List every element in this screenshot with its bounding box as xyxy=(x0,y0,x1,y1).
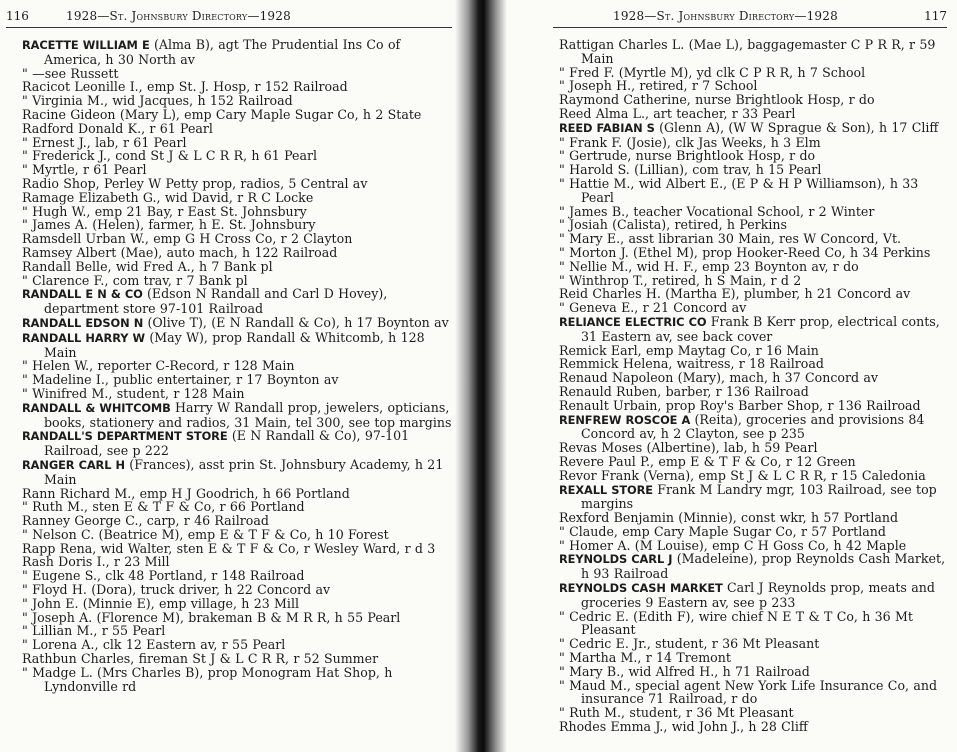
directory-entry xyxy=(559,232,949,246)
entry-text: " James A. (Helen), farmer, h E. St. Johnsbury xyxy=(22,217,316,233)
entry-text: (Edson N Randall and Carl D Hovey), department store 97-101 Railroad xyxy=(44,286,388,317)
directory-entry xyxy=(22,163,454,177)
directory-entry xyxy=(22,260,454,274)
directory-entry xyxy=(22,429,454,458)
entry-text: " Geneva E., r 21 Concord av xyxy=(559,300,747,316)
entry-name: RANDALL E N & CO xyxy=(22,287,143,302)
entry-text: " Winifred M., student, r 128 Main xyxy=(22,385,245,401)
right-page xyxy=(495,0,957,752)
entry-text: Randall Belle, wid Fred A., h 7 Bank pl xyxy=(22,258,273,274)
directory-entry xyxy=(22,67,454,81)
entry-name: RANDALL'S DEPARTMENT STORE xyxy=(22,429,228,444)
entry-text: Rash Doris I., r 23 Mill xyxy=(22,554,170,570)
directory-entry xyxy=(22,583,454,597)
entry-text: Revas Moses (Albertine), lab, h 59 Pearl xyxy=(559,440,818,456)
entry-text: " Frederick J., cond St J & L C R R, h 61 Pearl xyxy=(22,148,318,164)
entry-text: " Morton J. (Ethel M), prop Hooker-Reed Co, h 34 Perkins xyxy=(559,244,931,260)
entry-text: Revere Paul P., emp E & T F & Co, r 12 Green xyxy=(559,453,856,469)
entry-text: " Lillian M., r 55 Pearl xyxy=(22,623,166,639)
entry-text: " John E. (Minnie E), emp village, h 23 Mill xyxy=(22,595,300,611)
entry-text: " Clarence F., com trav, r 7 Bank pl xyxy=(22,272,248,288)
entry-text: " Helen W., reporter C-Record, r 128 Main xyxy=(22,358,295,374)
directory-entry xyxy=(559,218,949,232)
page-number: 117 xyxy=(924,9,947,23)
left-page xyxy=(0,0,462,752)
directory-entry xyxy=(559,274,949,288)
directory-entry xyxy=(559,637,949,651)
directory-entry xyxy=(559,413,949,442)
directory-entry xyxy=(22,401,454,430)
directory-entry xyxy=(559,357,949,371)
directory-entry xyxy=(22,542,454,556)
entry-text: " Ruth M., sten E & T F & Co, r 66 Portland xyxy=(22,499,305,515)
directory-entry xyxy=(559,525,949,539)
entry-text: " Madeline I., public entertainer, r 17 Boynton av xyxy=(22,372,339,388)
directory-entry xyxy=(22,191,454,205)
directory-entry xyxy=(559,301,949,315)
entry-text: " Joseph H., retired, r 7 School xyxy=(559,78,758,94)
directory-entry xyxy=(559,610,949,638)
directory-entry xyxy=(22,666,454,694)
page-title: 1928—St. Johnsbury Directory—1928 xyxy=(66,9,291,23)
directory-list xyxy=(22,38,454,693)
directory-entry xyxy=(22,177,454,191)
left-page-header xyxy=(6,7,452,28)
entry-name: REXALL STORE xyxy=(559,482,653,497)
directory-entry xyxy=(22,108,454,122)
entry-text: Rathbun Charles, fireman St J & L C R R, r 52 Summer xyxy=(22,651,379,667)
directory-entry xyxy=(22,331,454,360)
directory-entry xyxy=(22,38,454,67)
directory-entry xyxy=(22,246,454,260)
entry-name: RANDALL EDSON N xyxy=(22,315,144,330)
directory-entry xyxy=(559,581,949,610)
entry-text: (Madeleine), prop Reynolds Cash Market, h 93 Railroad xyxy=(581,551,946,582)
directory-entry xyxy=(559,177,949,205)
directory-entry xyxy=(22,500,454,514)
directory-entry xyxy=(559,539,949,553)
entry-text: Carl J Reynolds prop, meats and groceries 9 Eastern av, see p 233 xyxy=(581,580,935,610)
entry-text: Rann Richard M., emp H J Goodrich, h 66 Portland xyxy=(22,485,350,501)
entry-text: (Alma B), agt The Prudential Ins Co of America, h 30 North av xyxy=(44,37,401,67)
entry-text: Ranney George C., carp, r 46 Railroad xyxy=(22,513,269,529)
entry-name: REYNOLDS CARL J xyxy=(559,552,673,567)
entry-text: " Cedric E. Jr., student, r 36 Mt Pleasant xyxy=(559,636,820,652)
entry-text: Raymond Catherine, nurse Brightlook Hosp, r do xyxy=(559,92,875,108)
entry-text: Rapp Rena, wid Walter, sten E & T F & Co, r Wesley Ward, r d 3 xyxy=(22,540,436,556)
entry-text: Remmick Helena, waitress, r 18 Railroad xyxy=(559,356,824,372)
directory-entry xyxy=(22,287,454,316)
entry-text: Rexford Benjamin (Minnie), const wkr, h 57 Portland xyxy=(559,510,899,526)
directory-entry xyxy=(22,555,454,569)
directory-entry xyxy=(22,136,454,150)
entry-text: " —see Russett xyxy=(22,65,119,81)
directory-entry xyxy=(22,569,454,583)
directory-entry xyxy=(559,679,949,707)
entry-text: Racine Gideon (Mary L), emp Cary Maple Sugar Co, h 2 State xyxy=(22,106,422,122)
entry-text: Revor Frank (Verna), emp St J & L C R R, r 15 Caledonia xyxy=(559,467,926,483)
entry-text: Renault Urbain, prop Roy's Barber Shop, r 136 Railroad xyxy=(559,397,921,413)
entry-name: RANDALL & WHITCOMB xyxy=(22,400,171,415)
directory-entry xyxy=(22,638,454,652)
directory-entry xyxy=(559,38,949,66)
entry-text: Reid Charles H. (Martha E), plumber, h 21 Concord av xyxy=(559,286,911,302)
directory-entry xyxy=(22,205,454,219)
entry-text: " Cedric E. (Edith F), wire chief N E T & T Co, h 36 Mt Pleasant xyxy=(559,608,913,638)
entry-text: " Fred F. (Myrtle M), yd clk C P R R, h 7 School xyxy=(559,64,866,80)
entry-text: Reed Alma L., art teacher, r 33 Pearl xyxy=(559,105,796,121)
entry-text: Frank M Landry mgr, 103 Railroad, see top margins xyxy=(581,481,937,512)
directory-entry xyxy=(559,149,949,163)
directory-entry xyxy=(559,79,949,93)
directory-entry xyxy=(22,514,454,528)
directory-entry xyxy=(559,121,949,136)
directory-entry xyxy=(559,720,949,734)
entry-text: (Reita), groceries and provisions 84 Concord av, h 2 Clayton, see p 235 xyxy=(581,411,925,442)
directory-entry xyxy=(22,597,454,611)
entry-text: " Hattie M., wid Albert E., (E P & H P Williamson), h 33 Pearl xyxy=(559,175,919,205)
directory-entry xyxy=(22,94,454,108)
directory-entry xyxy=(559,483,949,512)
directory-entry xyxy=(559,315,949,344)
directory-entry xyxy=(559,93,949,107)
directory-entry xyxy=(22,316,454,331)
directory-entry xyxy=(559,163,949,177)
directory-entry xyxy=(22,122,454,136)
directory-entry xyxy=(559,511,949,525)
directory-entry xyxy=(22,149,454,163)
entry-text: " Mary B., wid Alfred H., h 71 Railroad xyxy=(559,663,810,679)
entry-text: " Martha M., r 14 Tremont xyxy=(559,650,731,666)
directory-list xyxy=(559,38,949,734)
directory-entry xyxy=(559,651,949,665)
entry-text: " Josiah (Calista), retired, h Perkins xyxy=(559,217,787,233)
entry-text: (E N Randall & Co), 97-101 Railroad, see p 222 xyxy=(44,428,410,459)
entry-text: " Hugh W., emp 21 Bay, r East St. Johnsbury xyxy=(22,203,307,219)
directory-entry xyxy=(559,399,949,413)
directory-entry xyxy=(559,246,949,260)
directory-entry xyxy=(22,274,454,288)
entry-text: Ramage Elizabeth G., wid David, r R C Locke xyxy=(22,189,314,205)
entry-text: (Olive T), (E N Randall & Co), h 17 Boynton av xyxy=(143,314,449,330)
directory-entry xyxy=(559,260,949,274)
entry-text: " Ernest J., lab, r 61 Pearl xyxy=(22,134,187,150)
entry-text: Radio Shop, Perley W Petty prop, radios, 5 Central av xyxy=(22,175,368,191)
right-page-header xyxy=(553,7,947,28)
directory-entry xyxy=(22,218,454,232)
directory-entry xyxy=(559,344,949,358)
entry-text: " Frank F. (Josie), clk Jas Weeks, h 3 Elm xyxy=(559,134,821,150)
entry-text: " Claude, emp Cary Maple Sugar Co, r 57 Portland xyxy=(559,523,886,539)
directory-entry xyxy=(559,552,949,581)
page-title: 1928—St. Johnsbury Directory—1928 xyxy=(613,9,838,23)
directory-entry xyxy=(22,652,454,666)
directory-entry xyxy=(559,66,949,80)
directory-entry xyxy=(559,371,949,385)
entry-text: " Joseph A. (Florence M), brakeman B & M R R, h 55 Pearl xyxy=(22,609,401,625)
entry-text: Racicot Leonille I., emp St. J. Hosp, r 152 Railroad xyxy=(22,79,348,95)
entry-text: (May W), prop Randall & Whitcomb, h 128 Main xyxy=(44,329,425,360)
entry-text: Remick Earl, emp Maytag Co, r 16 Main xyxy=(559,342,819,358)
entry-text: " Harold S. (Lillian), com trav, h 15 Pearl xyxy=(559,162,822,178)
entry-text: " Gertrude, nurse Brightlook Hosp, r do xyxy=(559,148,816,164)
entry-text: " Lorena A., clk 12 Eastern av, r 55 Pearl xyxy=(22,637,286,653)
page-number: 116 xyxy=(6,9,29,23)
entry-text: Frank B Kerr prop, electrical conts, 31 Eastern av, see back cover xyxy=(581,313,940,344)
entry-text: Rhodes Emma J., wid John J., h 28 Cliff xyxy=(559,719,808,735)
directory-entry xyxy=(22,458,454,487)
directory-entry xyxy=(559,385,949,399)
entry-text: " Homer A. (M Louise), emp C H Goss Co, h 42 Maple xyxy=(559,537,907,553)
entry-text: Radford Donald K., r 61 Pearl xyxy=(22,120,213,136)
entry-text: " Eugene S., clk 48 Portland, r 148 Railroad xyxy=(22,568,305,584)
entry-text: Rattigan Charles L. (Mae L), baggagemaster C P R R, r 59 Main xyxy=(559,37,936,66)
entry-text: " Madge L. (Mrs Charles B), prop Monogram Hat Shop, h Lyndonville rd xyxy=(22,664,393,694)
entry-name: RANGER CARL H xyxy=(22,457,125,472)
entry-text: " Maud M., special agent New York Life Insurance Co, and insurance 71 Railroad, r do xyxy=(559,677,938,707)
entry-name: REYNOLDS CASH MARKET xyxy=(559,581,723,596)
entry-text: " Myrtle, r 61 Pearl xyxy=(22,162,147,178)
entry-text: Ramsdell Urban W., emp G H Cross Co, r 2 Clayton xyxy=(22,231,353,247)
entry-name: RANDALL HARRY W xyxy=(22,330,146,345)
entry-name: REED FABIAN S xyxy=(559,120,655,135)
entry-text: " Winthrop T., retired, h S Main, r d 2 xyxy=(559,272,802,288)
directory-entry xyxy=(22,387,454,401)
entry-name: RELIANCE ELECTRIC CO xyxy=(559,314,707,329)
directory-entry xyxy=(22,487,454,501)
directory-entry xyxy=(559,441,949,455)
directory-entry xyxy=(22,80,454,94)
directory-entry xyxy=(22,232,454,246)
entry-text: " Nelson C. (Beatrice M), emp E & T F & Co, h 10 Forest xyxy=(22,526,389,542)
entry-text: Ramsey Albert (Mae), auto mach, h 122 Railroad xyxy=(22,244,338,260)
directory-entry xyxy=(559,136,949,150)
directory-entry xyxy=(559,107,949,121)
entry-text: (Frances), asst prin St. Johnsbury Academy, h 21 Main xyxy=(44,456,444,487)
entry-text: " James B., teacher Vocational School, r 2 Winter xyxy=(559,203,875,219)
directory-entry xyxy=(559,287,949,301)
directory-entry xyxy=(559,455,949,469)
directory-entry xyxy=(22,624,454,638)
directory-entry xyxy=(559,706,949,720)
directory-entry xyxy=(22,611,454,625)
entry-text: " Mary E., asst librarian 30 Main, res W Concord, Vt. xyxy=(559,231,902,247)
directory-entry xyxy=(559,205,949,219)
entry-name: RACETTE WILLIAM E xyxy=(22,38,150,52)
entry-text: Renauld Ruben, barber, r 136 Railroad xyxy=(559,383,809,399)
directory-entry xyxy=(559,469,949,483)
directory-entry xyxy=(559,665,949,679)
entry-text: Harry W Randall prop, jewelers, opticians, books, stationery and radios, 31 Main, tel 300, see top margins xyxy=(44,399,452,430)
entry-text: Renaud Napoleon (Mary), mach, h 37 Concord av xyxy=(559,370,878,386)
entry-text: (Glenn A), (W W Sprague & Son), h 17 Cliff xyxy=(654,119,939,135)
directory-entry xyxy=(22,373,454,387)
entry-name: RENFREW ROSCOE A xyxy=(559,412,691,427)
entry-text: " Ruth M., student, r 36 Mt Pleasant xyxy=(559,705,794,721)
directory-entry xyxy=(22,359,454,373)
entry-text: " Nellie M., wid H. F., emp 23 Boynton av, r do xyxy=(559,258,859,274)
entry-text: " Floyd H. (Dora), truck driver, h 22 Concord av xyxy=(22,582,331,598)
directory-entry xyxy=(22,528,454,542)
entry-text: " Virginia M., wid Jacques, h 152 Railroad xyxy=(22,93,293,109)
